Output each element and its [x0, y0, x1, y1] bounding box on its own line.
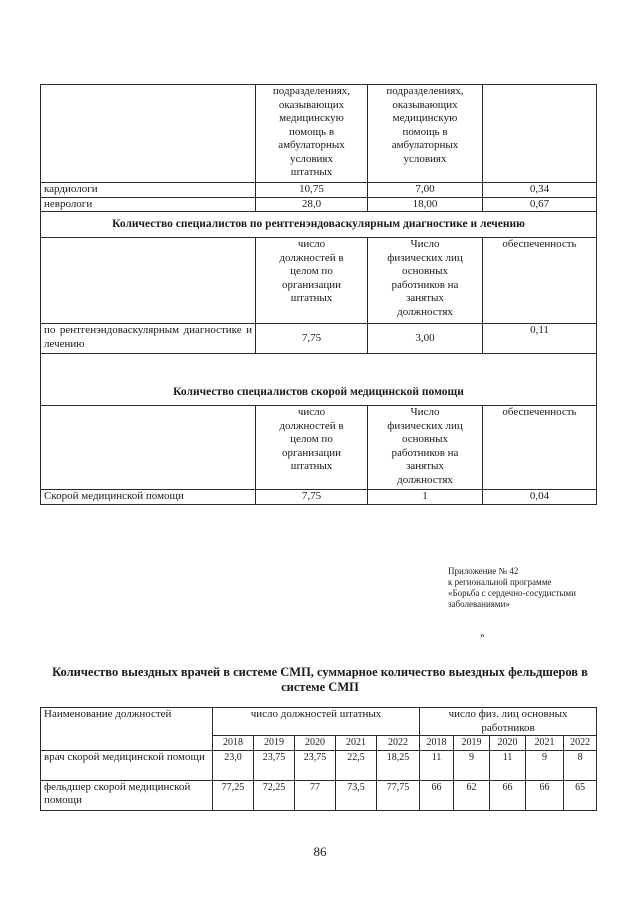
row-ratio: 0,11	[483, 324, 597, 354]
value-cell: 66	[526, 780, 564, 810]
value-cell: 72,25	[254, 780, 295, 810]
header-cell: Наименование должностей	[41, 708, 213, 751]
section-title-row	[41, 212, 597, 238]
value-cell: 23,75	[295, 750, 336, 780]
appendix-note: Приложение № 42 к региональной программе «Борьба с сердечно-сосудистыми заболеваниями»	[448, 566, 576, 609]
header-cell	[483, 85, 597, 183]
row-staff: 10,75	[256, 183, 368, 198]
table-row	[41, 324, 597, 354]
table-row	[41, 780, 597, 810]
row-staff: 28,0	[256, 197, 368, 212]
row-name: кардиологи	[41, 183, 256, 198]
row-name: Скорой медицинской помощи	[41, 490, 256, 505]
row-persons: 3,00	[368, 324, 483, 354]
value-cell: 11	[490, 750, 526, 780]
year-cell: 2021	[336, 736, 377, 751]
header-cell	[41, 406, 256, 490]
row-persons: 7,00	[368, 183, 483, 198]
header-cell: подразделениях, оказывающих медицинскую помощь в амбулаторных условиях	[368, 85, 483, 183]
year-cell: 2019	[454, 736, 490, 751]
year-cell: 2018	[420, 736, 454, 751]
year-cell: 2022	[377, 736, 420, 751]
value-cell: 23,0	[213, 750, 254, 780]
appendix-mark: »	[480, 630, 485, 640]
value-cell: 22,5	[336, 750, 377, 780]
value-cell: 9	[526, 750, 564, 780]
header-cell	[41, 85, 256, 183]
value-cell: 77,25	[213, 780, 254, 810]
row-name: фельдшер скорой медицинской помощи	[41, 780, 213, 810]
row-persons: 18,00	[368, 197, 483, 212]
staffing-table	[40, 84, 597, 505]
value-cell: 66	[420, 780, 454, 810]
header-cell: Число физических лиц основных работников на занятых должностях	[368, 406, 483, 490]
row-staff: 7,75	[256, 490, 368, 505]
value-cell: 65	[564, 780, 597, 810]
value-cell: 62	[454, 780, 490, 810]
table-header-row	[41, 708, 597, 736]
year-cell: 2022	[564, 736, 597, 751]
header-cell: Число физических лиц основных работников на занятых должностях	[368, 238, 483, 324]
row-ratio: 0,04	[483, 490, 597, 505]
year-cell: 2020	[295, 736, 336, 751]
header-cell: обеспеченность	[483, 238, 597, 324]
year-cell: 2020	[490, 736, 526, 751]
value-cell: 18,25	[377, 750, 420, 780]
header-cell: число должностей штатных	[213, 708, 420, 736]
row-staff: 7,75	[256, 324, 368, 354]
row-persons: 1	[368, 490, 483, 505]
header-cell: число должностей в целом по организации штатных	[256, 238, 368, 324]
row-name: врач скорой медицинской помощи	[41, 750, 213, 780]
table-row	[41, 490, 597, 505]
header-cell: число должностей в целом по организации штатных	[256, 406, 368, 490]
table-header-row	[41, 238, 597, 324]
header-cell: подразделениях, оказывающих медицинскую помощь в амбулаторных условиях штатных	[256, 85, 368, 183]
year-cell: 2021	[526, 736, 564, 751]
value-cell: 8	[564, 750, 597, 780]
section-title: Количество специалистов по рентгенэндоваскулярным диагностике и лечению	[41, 212, 597, 238]
page-number: 86	[313, 844, 327, 859]
value-cell: 77	[295, 780, 336, 810]
header-cell	[41, 238, 256, 324]
table-row	[41, 197, 597, 212]
year-cell: 2018	[213, 736, 254, 751]
section-title: Количество специалистов скорой медицинской помощи	[41, 354, 597, 406]
row-ratio: 0,67	[483, 197, 597, 212]
value-cell: 11	[420, 750, 454, 780]
header-cell: обеспеченность	[483, 406, 597, 490]
header-cell: число физ. лиц основных работников	[420, 708, 597, 736]
value-cell: 77,75	[377, 780, 420, 810]
table-header-row	[41, 85, 597, 183]
value-cell: 9	[454, 750, 490, 780]
row-ratio: 0,34	[483, 183, 597, 198]
value-cell: 73,5	[336, 780, 377, 810]
row-name: неврологи	[41, 197, 256, 212]
value-cell: 66	[490, 780, 526, 810]
table-header-row	[41, 406, 597, 490]
section-heading: Количество выездных врачей в системе СМП, суммарное количество выездных фельдшеров в системе СМП	[52, 665, 588, 694]
table-row	[41, 750, 597, 780]
row-name: по рентгенэндоваскулярным диагностике и лечению	[41, 324, 256, 354]
table-row	[41, 183, 597, 198]
section-title-row	[41, 354, 597, 406]
value-cell: 23,75	[254, 750, 295, 780]
ambulance-staff-table	[40, 707, 597, 811]
year-cell: 2019	[254, 736, 295, 751]
